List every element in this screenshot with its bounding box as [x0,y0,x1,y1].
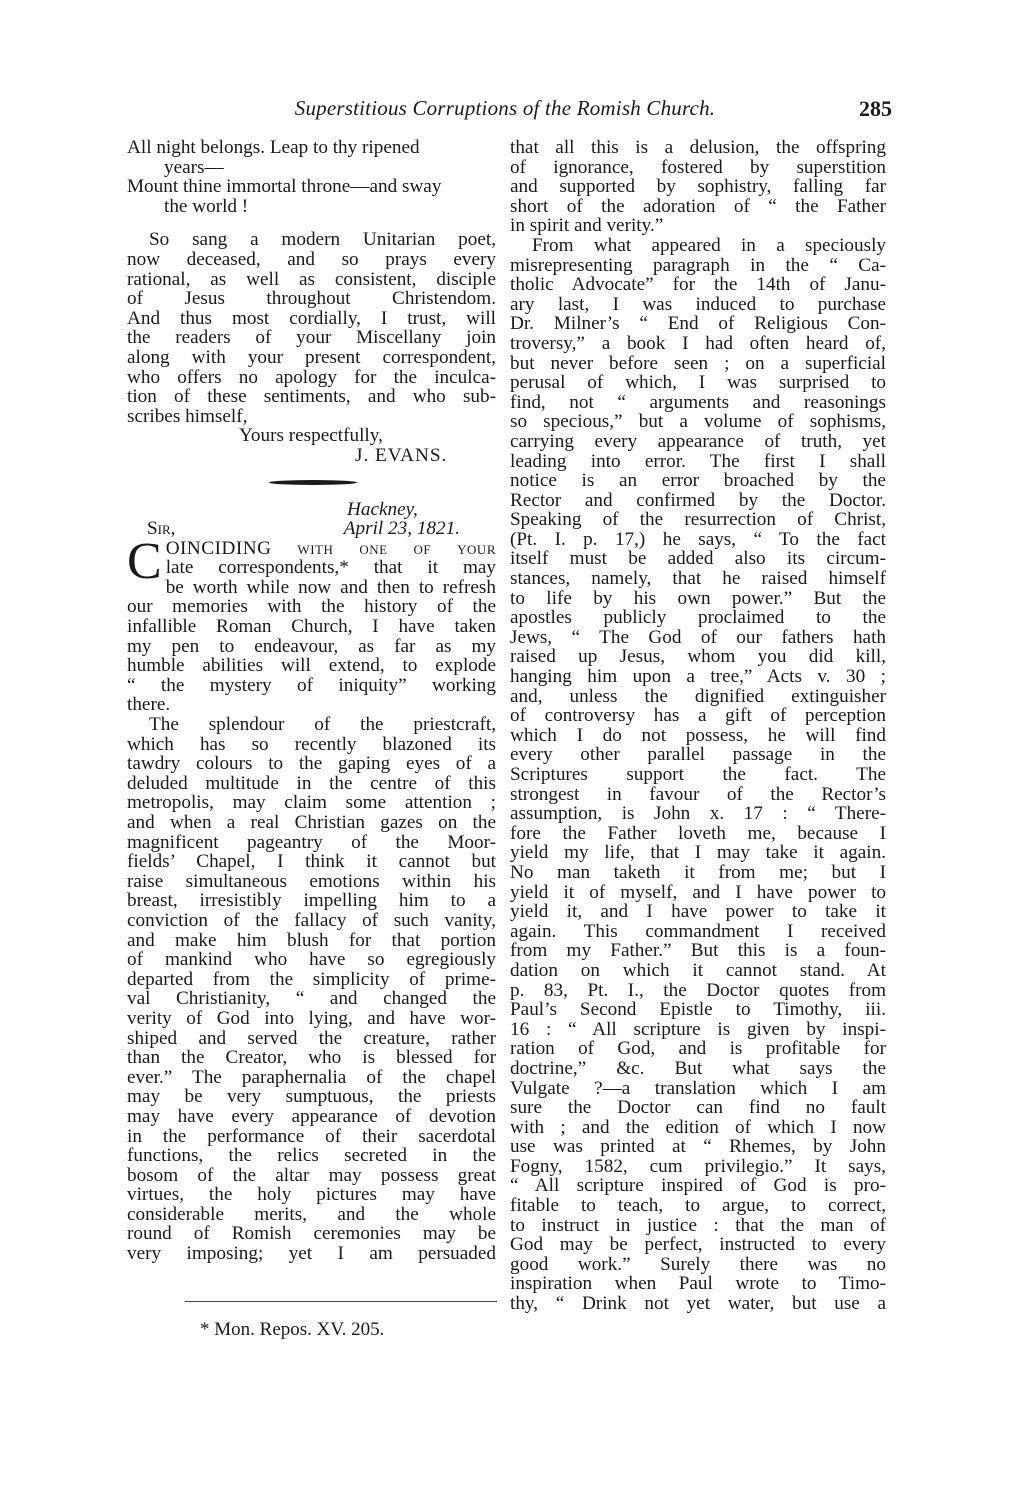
text-line: Jews, “ The God of our fathers hath [510,626,886,648]
text-line: who offers no apology for the inculca- [127,366,496,388]
text-line: departed from the simplicity of prime- [127,968,496,990]
text-line: yield my life, that I may take it again. [510,842,886,864]
text-line: doctrine,” &c. But what says the [510,1057,886,1079]
text-line: No man taketh it from me; but I [510,861,886,883]
text-line: now deceased, and so prays every [127,248,496,270]
drop-cap: C [127,532,162,590]
text-line: bosom of the altar may possess great [127,1164,496,1186]
letter-paragraph-1 [127,532,496,716]
text-line: considerable merits, and the whole [127,1203,496,1225]
text-line: OINCIDING with one of your [165,537,496,559]
text-line: notice is an error broached by the [510,470,886,492]
text-line: metropolis, may claim some attention ; [127,792,496,814]
text-line: The splendour of the priestcraft, [149,714,496,736]
text-line: So sang a modern Unitarian poet, [149,229,496,251]
footnote: * Mon. Repos. XV. 205. [200,1319,385,1340]
text-line: And thus most cordially, I trust, will [127,307,496,329]
text-line: ever.” The paraphernalia of the chapel [127,1066,496,1088]
verse-block [127,138,496,216]
verse-line: All night belongs. Leap to thy ripened [127,137,420,158]
section-divider-ornament [127,466,496,500]
text-line: fore the Father loveth me, because I [510,822,886,844]
text-line: Dr. Milner’s “ End of Religious Con- [510,313,886,335]
running-title: Superstitious Corruptions of the Romish Church. [294,96,716,120]
text-line: to instruct in justice : that the man of [510,1214,886,1236]
text-line: thy, “ Drink not yet water, but use a [510,1293,886,1315]
text-line: strongest in favour of the Rector’s [510,783,886,805]
text-line: of ignorance, fostered by superstition [510,156,886,178]
text-line: ary last, I was induced to purchase [510,293,886,315]
text-line: hanging him upon a tree,” Acts v. 30 ; [510,666,886,688]
salutation: Sir, [147,518,176,540]
right-paragraph-2 [510,236,886,1314]
text-line: shiped and served the creature, rather [127,1027,496,1049]
text-line: God may be perfect, instructed to every [510,1234,886,1256]
page-number: 285 [859,96,892,121]
right-paragraph-1 [510,138,886,236]
verse-line: Mount thine immortal throne—and sway [127,176,442,198]
text-line: raised up Jesus, whom you did kill, [510,646,886,668]
text-line: from my Father.” But this is a foun- [510,940,886,962]
text-line: with ; and the edition of which I now [510,1116,886,1138]
text-line: val Christianity, “ and changed the [127,988,496,1010]
text-line: again. This commandment I received [510,920,886,942]
text-line: conviction of the fallacy of such vanity, [127,909,496,931]
text-line: yield it, and I have power to take it [510,901,886,923]
text-line: rational, as well as consistent, disciple [127,268,496,290]
letter-paragraph-2 [127,715,496,1264]
text-line: find, not “ arguments and reasonings [510,391,886,413]
text-line: which I do not possess, he will find [510,724,886,746]
text-line: in spirit and verity.” [510,215,664,237]
text-line: verity of God into lying, and have wor- [127,1007,496,1029]
text-line: dation on which it cannot stand. At [510,959,886,981]
text-line: tawdry colours to the gaping eyes of a [127,753,496,775]
text-line: carrying every appearance of truth, yet [510,430,886,452]
text-line: inspiration when Paul wrote to Timo- [510,1273,886,1295]
text-line: every other parallel passage in the [510,744,886,766]
text-line: deluded multitude in the centre of this [127,772,496,794]
text-line: the readers of your Miscellany join [127,327,496,349]
text-line: Rector and confirmed by the Doctor. [510,489,886,511]
text-line: (Pt. I. p. 17,) he says, “ To the fact [510,528,886,550]
text-line: scribes himself, [127,405,248,427]
text-line: stances, namely, that he raised himself [510,568,886,590]
text-line: there. [127,694,171,716]
text-line: and supported by sophistry, falling far [510,176,886,198]
text-line: Fogny, 1582, cum privilegio.” It says, [510,1155,886,1177]
text-line: leading into error. The first I shall [510,450,886,472]
signoff: Yours respectfully, [239,425,383,447]
text-line: fitable to teach, to argue, to correct, [510,1195,886,1217]
letter-date: April 23, 1821. [343,518,460,540]
text-line: may have every appearance of devotion [127,1105,496,1127]
text-line: assumption, is John x. 17 : “ There- [510,803,886,825]
text-line: tion of these sentiments, and who sub- [127,386,496,408]
text-line: itself must be added also its circum- [510,548,886,570]
text-line: fields’ Chapel, I think it cannot but [127,851,496,873]
text-line: breast, irresistibly impelling him to a [127,890,496,912]
text-line: good work.” Surely there was no [510,1253,886,1275]
left-column [127,138,496,1264]
text-line: very imposing; yet I am persuaded [127,1243,496,1265]
text-line: Vulgate ?—a translation which I am [510,1077,886,1099]
text-line: that all this is a delusion, the offspring [510,137,886,158]
text-line: Paul’s Second Epistle to Timothy, iii. [510,999,886,1021]
text-line: use was printed at “ Rhemes, by John [510,1136,886,1158]
text-line: magnificent pageantry of the Moor- [127,831,496,853]
text-line: of controversy has a gift of perception [510,705,886,727]
text-line: Scriptures support the fact. The [510,764,886,785]
text-line: apostles publicly proclaimed to the [510,607,886,629]
signature: J. EVANS. [355,444,448,466]
text-line: ration of God, and is profitable for [510,1038,886,1060]
text-line: tholic Advocate” for the 14th of Janu- [510,274,886,296]
text-line: may be very sumptuous, the priests [127,1086,496,1108]
text-line: “ All scripture inspired of God is pro- [510,1175,886,1197]
footnote-rule [185,1301,497,1302]
text-line: troversy,” a book I had often heard of, [510,332,886,354]
text-line: short of the adoration of “ the Father [510,195,886,217]
text-line: perusal of which, I was surprised to [510,372,886,394]
right-column [510,138,886,1314]
closing-paragraph [127,230,496,426]
text-line: along with your present correspondent, [127,346,496,368]
text-line: raise simultaneous emotions within his [127,870,496,892]
text-line: misrepresenting paragraph in the “ Ca- [510,254,886,276]
text-line: of Jesus throughout Christendom. [127,288,496,310]
text-line: to life by his own power.” But the [510,587,886,609]
text-line: functions, the relics secreted in the [127,1145,496,1167]
verse-line: the world ! [164,195,249,217]
text-line: our memories with the history of the [127,596,496,618]
text-line: sure the Doctor can find no fault [510,1097,886,1119]
text-line: virtues, the holy pictures may have [127,1184,496,1206]
text-line: my pen to endeavour, as far as my [127,635,496,657]
text-line: yield it of myself, and I have power to [510,881,886,903]
text-line: but never before seen ; on a superficial [510,352,886,374]
text-line: round of Romish ceremonies may be [127,1223,496,1245]
text-line: “ the mystery of iniquity” working [127,674,496,696]
text-line: and make him blush for that portion [127,929,496,951]
text-line: and, unless the dignified extinguisher [510,685,886,707]
text-line: infallible Roman Church, I have taken [127,616,496,638]
text-line: p. 83, Pt. I., the Doctor quotes from [510,979,886,1001]
text-line: of mankind who have so egregiously [127,949,496,971]
text-line: late correspondents,* that it may [165,557,496,579]
verse-line: years— [164,156,224,178]
text-line: than the Creator, who is blessed for [127,1047,496,1069]
text-line: which has so recently blazoned its [127,733,496,755]
salutation-row [127,519,496,539]
letter-place: Hackney, [347,498,418,520]
text-line: humble abilities will extend, to explode [127,655,496,677]
text-line: in the performance of their sacerdotal [127,1125,496,1147]
text-line: so specious,” but a volume of sophisms, [510,411,886,433]
text-line: be worth while now and then to refresh [165,576,496,598]
text-line: Speaking of the resurrection of Christ, [510,509,886,531]
text-line: From what appeared in a speciously [532,234,886,256]
text-line: and when a real Christian gazes on the [127,812,496,833]
text-line: 16 : “ All scripture is given by inspi- [510,1018,886,1040]
